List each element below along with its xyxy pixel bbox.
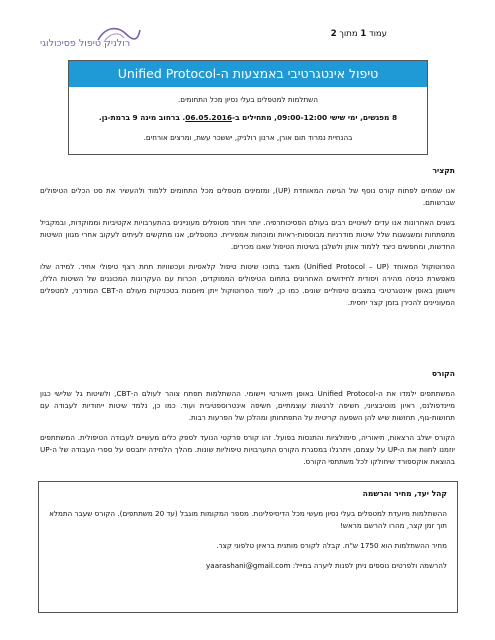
instructors-line: בהנחיית נמרוד תום אורן, ארנון רולניק, יששכר עשת, ומרצים אורחים. — [143, 133, 353, 142]
schedule-text: 8 מפגשים, ימי שישי 09:00-12:00, מתחילים ב- — [232, 113, 398, 122]
summary-paragraph-3: הפרוטוקול המאוחד (Unified Protocol – UP) מאגד בתוכו שיטות טיפול קלאסיות ועכשוויות תחת רצף טיפולי אחיד. למידה שלו מאפשרת כניסה מהירה ויסודית לחידושים האחרונים בתחום הטיפולים הממוקדים, הכרות עם העקרונות המכוננים של השיטות הללו, ויישומן באופן אינטגרטיבי במצבים טיפוליים שונים. כמו כן, לימוד הפרוטוקול ייתן מיומנות בטכניקות מעולם ה-CBT המודרני, למטפלים המעוניינים להכירן בזמן קצר יחסית. — [40, 262, 455, 307]
course-paragraph-1: המשתתפים ילמדו את ה-Unified Protocol באופן תיאורטי ויישומי. ההשתלמות תפתח צוהר לעולם ה-CBT, ולשיטות גל שלישי כגון מיינדפולנס, ראיון מוטיבציוני, חשיפה לרגשות עוצמתיים, חשיפה אינטרוספטיבית ועוד. כמו כן, נלמד שיטות ייחודיות לעבודה עם תחושות-גוף, תחושות שיש להן השפעה קריטית על התפתחותן ומהלכן של הפרעות רבות. — [40, 389, 455, 422]
contact-paragraph: להרשמה ולפרטים נוספים ניתן לפנות ליערה במייל: yaarashani@gmail.com — [206, 561, 447, 570]
audience-line: השתלמות למטפלים בעלי נסיון מכל התחומים. — [178, 95, 318, 104]
course-section — [40, 368, 455, 476]
price-paragraph: מחיר ההשתלמות הוא 1750 ש"ח. קבלה לקורס מותנית בראיון טלפוני קצר. — [216, 541, 447, 550]
registration-paragraph-1: ההשתלמות מיועדת למטפלים בעלי נסיון מעשי מכל הדיסיפלינות. מספר המקומות מוגבל (עד 20 משתתפים). הקורס שעבר התמלא תוך זמן קצר, מהרו להרשם מראש! — [49, 509, 447, 530]
summary-paragraph-2: בשנים האחרונות אנו עדים לשינויים רבים בעולם הפסיכותרפיה. יותר ויותר מטופלים מעוניינים בהתערבויות אקטיביות וממוקדות, ובמקביל מתפתחות ומשגשגות שלל שיטות מודרניות מבוססות-ראיות ומוכחות אמפירית. כמטפלים, אנו מתקשים לעיתים לעקוב אחרי מגוון השיטות החדשות, ומחפשים כיצד ללמוד אותן ולשלבן בשיטות הטיפול שאנו מכירים. — [40, 218, 455, 251]
page-total: 2 — [330, 29, 337, 39]
page-current: 1 — [360, 29, 367, 39]
summary-heading: תקציר — [432, 166, 455, 175]
location-text: . ברחוב מינה 9 ברמת-גן. — [98, 113, 186, 122]
page-prefix: עמוד — [368, 29, 387, 39]
page-of: מתוך — [339, 29, 358, 39]
start-date: 06.05.2016 — [185, 113, 233, 122]
page-number — [331, 29, 387, 39]
summary-section — [40, 165, 455, 317]
schedule-line — [69, 113, 427, 122]
summary-paragraph-1: אנו שמחים לפתוח קורס נוסף של הגישה המאוחדת (UP), ומזמינים מטפלים מכל התחומים ללמוד ולהעשיר את סט הכלים הטיפולים שברשותם. — [40, 186, 455, 207]
document-title: טיפול אינטגרטיבי באמצעות ה-Unified Protocol — [69, 61, 427, 87]
course-heading: הקורס — [431, 369, 455, 378]
registration-heading: קהל יעד, מחיר והרשמה — [362, 489, 447, 498]
registration-box — [38, 481, 458, 613]
logo-text: רולניק טיפול פסיכולוגי — [40, 38, 131, 49]
course-paragraph-2: הקורס ישלב הרצאות, תיאוריה, סימולציות והתנסות בפועל. זהו קורס פרקטי הנועד לספק כלים מעשיים לעבודה הטיפולית. המשתתפים יוזמנו לחוות את ה-UP על עצמם, ויתרגלו במסגרת הקורס התערבויות טיפוליות שונות. מהלך הלמידה יתבסס על ספרי העבודה של ה-UP בהוצאת אוקספורד שיחולקו לכל משתתפי הקורס. — [40, 433, 455, 466]
header-box — [68, 60, 428, 155]
logo — [36, 24, 146, 54]
